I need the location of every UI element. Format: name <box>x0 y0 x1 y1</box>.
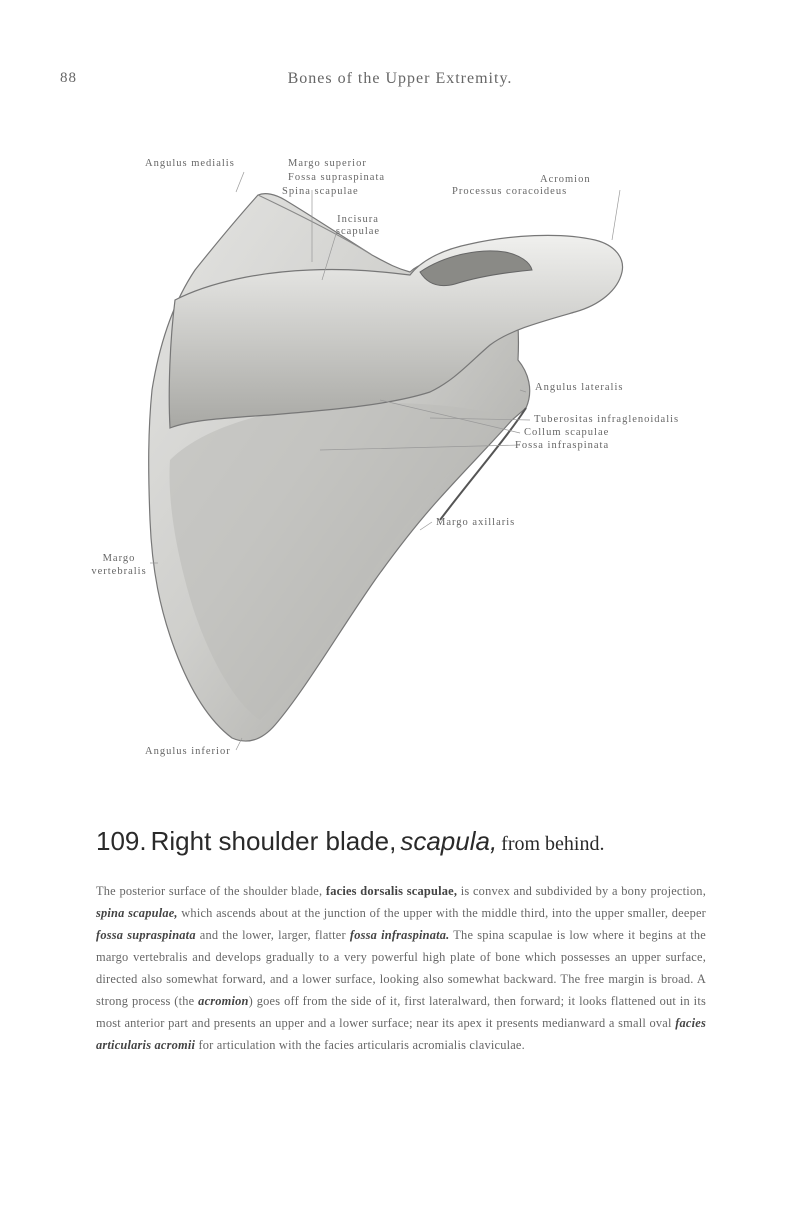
caption-rest: from behind. <box>501 833 605 855</box>
caption-main: Right shoulder blade, <box>150 826 397 856</box>
label-margo-axillaris: Margo axillaris <box>436 517 516 528</box>
label-incisura: Incisura <box>337 214 379 225</box>
label-margo: Margo <box>102 553 136 564</box>
label-margo-superior: Margo superior <box>288 158 367 169</box>
term-spina-scapulae: spina scapulae, <box>96 906 178 920</box>
body-text-segment: is convex and subdivided by a bony projection, <box>457 884 706 898</box>
body-paragraph <box>96 880 706 1056</box>
body-text-segment: The spina scapulae is low where it begins at the margo vertebralis and develops gradually to a very powerful high plate of bone which possesses an upper surface, directed also somewhat forward, and a lower surface, looking also somewhat backward. The free margin is broad. A strong process (the <box>96 928 707 1008</box>
label-vertebralis: vertebralis <box>91 566 147 577</box>
term-fossa-supraspinata: fossa supraspinata <box>96 928 196 942</box>
label-tuberositas-infraglenoidalis: Tuberositas infraglenoidalis <box>534 414 680 425</box>
label-fossa-supraspinata: Fossa supraspinata <box>288 172 386 183</box>
label-processus-coracoideus: Processus coracoideus <box>452 186 568 197</box>
label-angulus-inferior: Angulus inferior <box>145 746 231 757</box>
label-angulus-medialis: Angulus medialis <box>145 158 235 169</box>
label-collum-scapulae: Collum scapulae <box>524 427 610 438</box>
body-text-segment: which ascends about at the junction of the upper with the middle third, into the upper smaller, deeper <box>177 906 706 920</box>
term-facies-dorsalis: facies dorsalis scapulae, <box>325 884 458 898</box>
term-fossa-infraspinata: fossa infraspinata. <box>349 928 450 942</box>
figure-caption <box>96 826 604 857</box>
caption-latin: scapula, <box>400 826 498 856</box>
running-title: Bones of the Upper Extremity. <box>287 70 513 87</box>
caption-number: 109. <box>96 826 147 856</box>
label-scapulae: scapulae <box>335 226 381 237</box>
label-fossa-infraspinata: Fossa infraspinata <box>515 440 610 451</box>
page-number: 88 <box>60 70 77 86</box>
label-acromion: Acromion <box>540 174 591 185</box>
body-text-segment: ) goes off from the side of it, first lateralward, then forward; it looks flattened out in its most anterior part and presents an upper and a lower surface; near its apex it presents medianward a small oval <box>96 994 706 1030</box>
body-text-segment: for articulation with the facies articularis acromialis claviculae. <box>195 1038 525 1052</box>
label-angulus-lateralis: Angulus lateralis <box>535 382 624 393</box>
label-spina-scapulae: Spina scapulae <box>282 186 359 197</box>
body-text-segment: and the lower, larger, flatter <box>195 928 350 942</box>
term-facies-articularis-acromii: facies articularis acromii <box>96 1016 706 1052</box>
body-text-segment: The posterior surface of the shoulder blade, <box>96 884 326 898</box>
term-acromion: acromion <box>198 994 249 1008</box>
